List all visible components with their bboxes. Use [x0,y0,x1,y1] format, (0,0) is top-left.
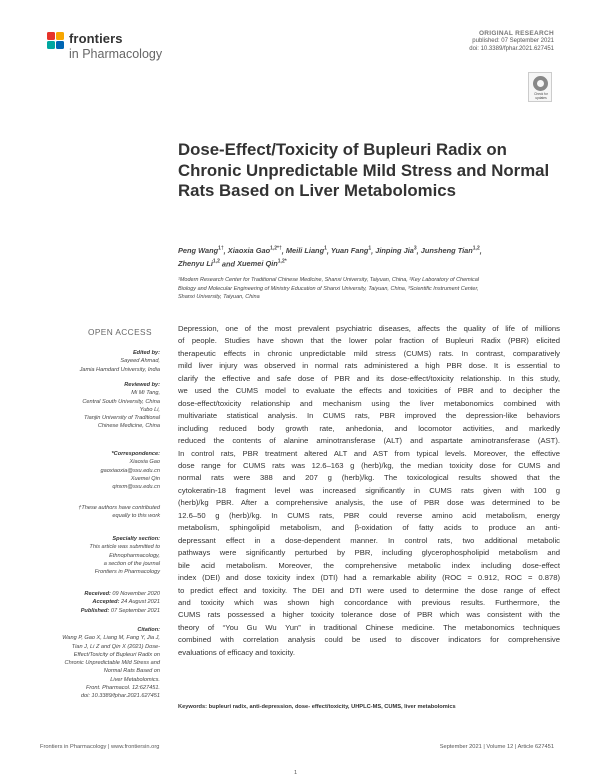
abstract-line: metabolism, sphingolipid metabolism, and β-oxidation of fatty acids to produce an anti- [178,523,560,533]
abstract-line: of people. Studies have shown that the lower polar fraction of Bupleuri Radix (PBR) elicited [178,336,560,346]
journal-logo[interactable] [45,28,205,68]
author[interactable]: Junsheng Tian$^{1,2}$ [420,246,480,256]
check-for-updates-label: Check for updates [534,92,548,100]
abstract-line: cytokeratin-18 fragment level was increased significantly in CUMS rats given with 100 g [178,485,560,495]
footer-journal-link[interactable]: Frontiers in Pharmacology | www.frontiersin.org [40,744,160,750]
article-header-meta [469,30,554,53]
article-type: ORIGINAL RESEARCH [478,30,554,37]
author[interactable]: Jinping Jia$^3$ [375,246,417,256]
dates-block: Received: 09 November 2020 Accepted: 24 August 2021 Published: 07 September 2021 [80,591,160,614]
author[interactable]: Xuemei Qin$^{1,2*}$ [237,258,287,269]
check-for-updates-button[interactable] [528,72,552,102]
journal-brand: frontiers [69,31,123,46]
abstract-line: dose-effect/toxicity relationship and mechanism using the liver metabonomics combined with [178,398,560,408]
author[interactable]: Zhenyu Li$^{1,2}$ [178,258,220,269]
abstract-line: to predict effect and toxicity. The DEI and DTI were used to determine the dose range of effect [178,585,560,595]
specialty-section-block: Specialty section: This article was submitted to Ethnopharmacology, a section of the journal Frontiers in Pharmacology [89,536,160,576]
journal-section: in Pharmacology [69,47,163,61]
footer-issue-info: September 2021 | Volume 12 | Article 627451 [439,744,554,750]
abstract-line: reduced the contents of alanine aminotransferase (ALT) and aspartate aminotransferase (AST). [178,436,560,446]
edited-by-block: Edited by: Sayeed Ahmad, Jamia Hamdard University, India [79,350,160,373]
abstract-line: evaluations of efficacy and toxicity. [178,647,295,657]
abstract-line: CUMS rats possessed a higher toxicity tolerance dose of PBR which was consistent with the [178,610,560,620]
abstract-line: including reduced body growth rate, anhedonia, and locomotor activities, and markedly [178,423,560,433]
doi-link[interactable]: doi: 10.3389/fphar.2021.627451 [469,46,554,52]
open-access-label: OPEN ACCESS [88,327,152,337]
author[interactable]: Meili Liang$^1$ [285,246,327,256]
author[interactable]: Yuan Fang$^1$ [330,246,372,256]
correspondence-block: *Correspondence: Xiaoxia Gao gaoxiaoxia@sxu.edu.cn Xuemei Qin qinxm@sxu.edu.cn [40,450,160,491]
abstract-line: depressant effect in a dose-dependent manner. In control rats, two additional metabolic [178,535,560,545]
reviewed-by-block: Reviewed by: Mi Mi Tang, Central South University, China Yubo Li, Tianjin University of Traditional Chinese Medicine, China [82,382,160,430]
abstract-line: 12.6–50 g (herb)/kg. In CUMS rats, PBR could reverse amino acid metabolism, energy [178,510,560,520]
page-number: 1 [294,770,298,776]
keywords: Keywords: bupleuri radix, anti-depression, dose- effect/toxicity, UHPLC-MS, CUMS, liver metabolomics [178,704,456,710]
frontiers-logo-icon [45,30,67,52]
check-for-updates-icon [533,76,548,91]
author[interactable]: Xiaoxia Gao$^{1,2*\dagger}$ [227,246,282,256]
equal-contribution-note: †These authors have contributed equally to this work [78,505,160,520]
published-date: published: 07 September 2021 [472,38,554,44]
abstract-line: therapeutic effects in chronic unpredictable mild stress (CUMS) rats. In contrast, comparatively [178,348,560,358]
abstract-line: Depression, one of the most prevalent psychiatric diseases, affects the quality of life of millions [178,324,560,333]
abstract-line: In control rats, PBR treatment altered ALT and AST from typical levels. Moreover, the effective [178,448,560,458]
abstract-line: pathways were significantly perturbed by PBR, including glycerophospholipid metabolism and [178,548,560,558]
abstract [178,323,560,659]
affiliations: ¹Modern Research Center for Traditional Chinese Medicine, Shanxi University, Taiyuan, China, ²Key Laboratory of Chemical Biology and Molecular Engineering of Ministry Education of Shanxi University, Taiyuan, China, ³Scientific Instrument Center, Shanxi University, Taiyuan, China [178,277,480,301]
author-list: Peng Wang$^{1\dagger}$, Xiaoxia Gao$^{1,2*\dagger}$, Meili Liang$^1$, Yuan Fang$^1$, Jinping Jia$^3$, Junsheng Tian$^{1,2}$, Zhenyu Li$^{1,2}$ and Xuemei Qin$^{1,2*}$ [178,246,482,269]
email-link[interactable]: gaoxiaoxia@sxu.edu.cn [100,467,160,474]
abstract-line: we used the CUMS model to evaluate the effects and toxicities of PBR and to decipher the [178,386,560,396]
abstract-line: dose range for CUMS rats was 12.6–163 g (herb)/kg, the median toxicity dose for CUMS and [178,460,560,470]
abstract-line: (herb)/kg PBR. After a comprehensive analysis, the use of PBR dose was determined to be [178,498,560,508]
abstract-line: index (DEI) and dose toxicity index (DTI) had a remarkable ability (ROC = 0.912, ROC = 0.878) [178,573,560,583]
abstract-line: multivariate statistical analysis. In CUMS rats, PBR improved the depression-like behaviors [178,411,560,421]
email-link[interactable]: qinxm@sxu.edu.cn [112,484,160,491]
abstract-line: theory of “You Gu Wu Yun” in traditional Chinese medicine. The metabonomics techniques [178,622,560,632]
abstract-line: mild liver injury was observed in normal rats administered a high PBR dose. It is essential to [178,361,560,371]
abstract-line: bile acid metabolism. Moreover, the comprehensive metabolic index including dose-effect [178,560,560,570]
abstract-line: combined with correlation analysis could be used to discover indicators for comprehensive [178,635,560,645]
abstract-line: clarify the effective and safe dose of PBR and its dose-effect/toxicity relationship. In this study, [178,373,560,383]
abstract-line: and toxicity which was shown high concordance with previous results. Furthermore, the [178,597,560,607]
abstract-line: normal rats were 388 and 207 g (herb)/kg. The toxicological results showed that the [178,473,560,483]
citation-block: Citation: Wang P, Gao X, Liang M, Fang Y, Jia J, Tian J, Li Z and Qin X (2021) Dose- Effect/Toxicity of Bupleuri Radix on Chronic Unpredictable Mild Stress and Normal Rats Based on Liver Metabolomics. Front. Pharmacol. 12:627451. doi: 10.3389/fphar.2021.627451 [62,627,160,700]
author[interactable]: Peng Wang$^{1\dagger}$ [178,246,224,256]
article-title: Dose-Effect/Toxicity of Bupleuri Radix on Chronic Unpredictable Mild Stress and Normal Rats Based on Liver Metabolomics [178,140,550,200]
